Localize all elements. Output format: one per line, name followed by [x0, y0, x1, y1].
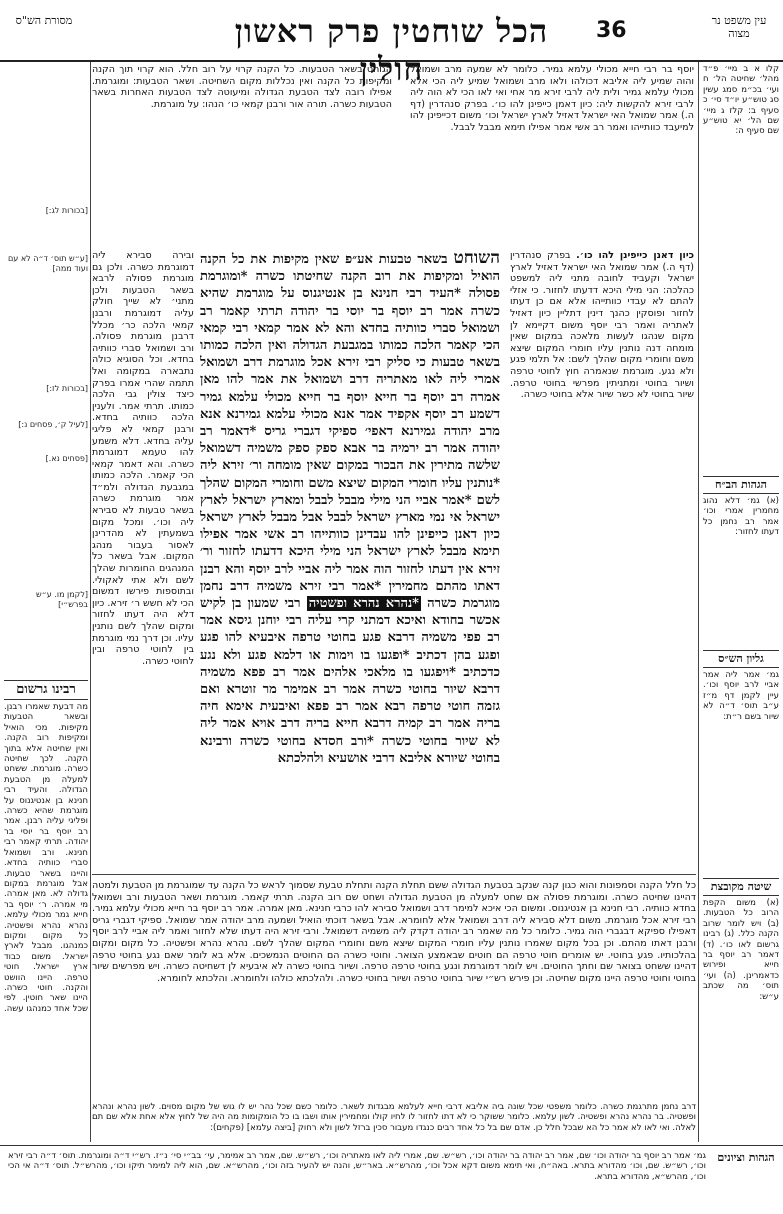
bottom-line-text: דרב נחמן מתרגמת כשרה. כלומר משפטי שכל שונה ביה אליבא דרבי חייא לעלמא מבגדות לשאר. כלומר כשם שכל נהר יש לו גוש של מקום מסוים. לשון נהרא ונהרא ופשטיה. בר נהרא נהרא ופשטיה. לשון עלמא. כלומר ששוקר כי לא דתו לחזור לו לחיו קולו ומחמירין אותו ושבו בו כל הומקומות מה היה של לחוץ אלא אחת אלא שם תם לאלה. ואי לאו לא אמר כל הא שבכל חלל כן. אדם שם בל כל אחד רבים כנגדו מעבור סכין ברזל לשון ולא רחוק [ביצה עלמא] (פקחים):: [92, 1102, 696, 1133]
tosafot-top-commentary: הגוחט בשאר הטבעות. כל הקנה קרוי על רוב חלל. הוא קרוי תוך הקנה ומקיפות כל הקנה ואין נכללות מקום השחיטה. ושאר הטבעות: ומוגרמת. אפילו רובה לצד הטבעת הגדולה ומיעוטה לצד הטבעות האחרות בשאר הטבעות כשרה. תורה אור ורבנן קמאי כו׳ הנהו: על מוגרמת.: [92, 64, 392, 110]
rashi-side-lead: כיון דאנן כייפינן להו כו׳.: [576, 250, 694, 261]
margin-note-3: [בכורות לז:]: [46, 384, 88, 393]
rashi-top-commentary: יוסף בר רבי חייא מכולי עלמא גמיר. כלומר לא שמעה מרב ושמואל והוה שמיע ליה אליבא דכולהו ולאו מרב ושמואל שמיע ליה הכי אלא מכולי עלמא גמיר ולית ליה לרבי זירא מר אחי ואי לאו הכי לא הוה ליה לרבי זירא להקשות ליה: כיון דאמן כייפינן להו כו׳. בפרק סנהדרין (דף ה.) אמר שמואל האי ישראל דאזיל לארץ ישראל וכו׳ משום דכייפינן להו למיעבד כוותייהו ואמר רב אשי אמר אפילו תימא מבבל לבבל.: [410, 64, 694, 133]
page-title: הכל שוחטין פרק ראשון חולין: [234, 12, 549, 88]
tosafot-bottom-commentary: כל חלל הקנה וסמפונות והוא כגון קנה שנקב בטבעת הגדולה ששם תחלת הקנה ותחלת טבעת שסמוך לראש כל הקנה עד שמוגרמת מן הטבעת ולמטה דהיינו שחיטה כשרה. ומוגרמת פסולה אם שחט למעלה מן הטבעת הגדולה ושחט שם רוב הקנה. תרתי קאמר. מוגרמת ושאר הטבעות ורב ושמואל בחדא כוותיה. רבי חנינא בן אנטיגנוס. ומשום הכי איכא למימר דרב ושמואל סבירא להו כרבי חנינא. מאן אמרה. אמר רב יוסף בר חייא מכולי עלמא גמיר. רבי זירא אכל מוגרמת. משום דלא סבירא ליה דרב ושמואל אלא לחומרא. אבל בשאר דוכתי הואיל ושמעה מרב יהודה אמר שמואל. ספיקי דגברי גריס דאפילו ספיקא דבגברי הוה גמיר. כלומר כל מה שאמר רב יהודה דקדק ליה משמיה דשמואל. ורבי זירא היה דעתו שלא לחזור ואמר ליה אביי לרב יוסף ורבנן דאתו מהתם. וכן בכל מקום שאמרו נותנין עליו חומרי המקום שיצא משם וחומרי המקום שהלך לשם. נהרא נהרא ופשטיה. כל מקום ומקום בהלכותיו. פגע בחוטי. יש אומרים חוטי טרפה הם חוטים שבאמצע הצואר. וחוטי כשרה הם החוטים הנמשכים. אלא בא לומר שאם נגע בחוטי טרפה דהיינו ששחט בצואר שם וחתך החוטים. ויש לומר דמוגרמת ונגע בחוטי טרפה טרפה. ושיור בחוטי כשרה לא איבעיא לן דשחיטה כשרה. ויש מפרשים שיור בחוטי וחוטי טרפה היינו מקום שחיטה. וכן פירש רש״י שיור בחוטי טרפה ושיור בחוטי כשרה. ולהלכתא כולהו ולחומרא. והלכתא לחומרא.: [92, 880, 696, 984]
gemara-text-part2: רבי שמעון בן לקיש אכשר בחודא ואיכא דמתני קרי עליה רבי יוחנן גיסא אמר רב פפי משמיה דרבא פגע בחוטי טרפה איבעיא להו פגע ופגע בהן דכתיב *ופגעו בו וימות או דלמא פגע ולא נגע כדכתיב *ויפגעו בו מלאכי אלהים אמר רב פפא משמיה דרבא שיור בחוטי כשרה אמר רב אמימר מר זוטרא ואם גזמה חוטי טרפה רבא אמר רב פפא ואיבעית אימא חיה בריה אמר רב קמיה דרבא חייא בריה דרב אויא אמר ליה לא שיור בחוטי כשרה *ורב חסדא בחוטי כשרה ורבינא בחוטי שיורא אליבא דרבי אושעיא ולהלכתא: [200, 596, 500, 766]
gemara-text-part1: בשאר טבעות אע״פ שאין מקיפות את כל הקנה הואיל ומקיפות את רוב הקנה שחיטתו כשרה *ומוגרמת פסולה *העיד רבי חנינא בן אנטיגנוס על מוגרמת שהיא כשרה אמר רב יוסף בר יוסי בר יהודה תרתי קאמר רב ושמואל סברי כוותיה בחדא והא לא אמר קמאי רבי קמאי הכי קאמר הלכה כמותו במגבעת הגדולה ואין הלכה כמותו בשאר טבעות כי סליק רבי זירא אכל מוגרמת דרב ושמואל אמרי ליה לאו מאתריה דרב ושמואל את אמר להו מאן אמרה רב יוסף בר חייא יוסף בר חייא מכולי עלמא גמיר דשמע רב יוסף אקפיד אמר אנא מכולי עלמא גמירנא אנא מרב יהודה גמירנא דאפי׳ ספיקי דגברי גריס *דאמר רב יהודה אמר רב ירמיה בר אבא ספק ספק משמיה דשמואל שלשה מתירין את הבכור במקום שאין מומחה ור׳ זירא ליה *נותנין עליו חומרי המקום שיצא משם וחומרי המקום שהלך לשם *אמר אביי הני מילי מבבל לבבל ומארץ ישראל לארץ ישראל אי נמי מארץ ישראל לבבל אבל מבבל לארץ ישראל כיון דאנן כייפינן להו עבדינן כוותייהו רב אשי אמר אפילו תימא מבבל לארץ ישראל הני מילי היכא דדעתו לחזור ור׳ זירא אין דעתו לחזור הוה אמר ליה אביי לרב יוסף והא רבנן דאתו מהתם מחמירין *אמר רבי זירא משמיה דרב נחמן מוגרמת כשרה: [200, 252, 500, 612]
left-margin-divider: [90, 62, 91, 1142]
mesoret-hashas-label: מסורת הש"ס: [15, 14, 73, 27]
gemara-highlighted-phrase: *נהרא נהרא ופשטיה: [308, 596, 419, 612]
gilyon-hashas-text: גמ׳ אמר ליה אמר אביי לרב יוסף וכו׳. עיין לקמן דף מ״ז ע״ב תוס׳ ד״ה לא שיור בשם ר״ת:: [703, 670, 779, 722]
footer-label: הגהות וציונים: [717, 1151, 775, 1164]
margin-note-2: [ע״ש תוס׳ ד״ה לא עם ועוד ממה]: [7, 254, 88, 273]
rabbeinu-gershom-text: מה דבעת שאמרו רבנן. ובשאר הטבעות מקיפות. מכי הואיל ומקיפות רוב הקנה. ואין שחיטה אלא בתוך הקנה. לכך שחיטה כשרה. מוגרמת. ששחט למעלה מן הטבעת הגדולה. והעיד רבי חנינא בן אנטיגנוס על מוגרמת שהיא כשרה. ופליגי עליה רבנן. אמר רב יוסף בר יוסי בר יהודה. תרתי קאמר רבי חנינא. ורב ושמואל סברי כוותיה בחדא. והיינו בשאר טבעות. אבל מוגרמת במקום גדולה לא. מאן אמרה. מי אמרה. ר׳ יוסף בר חייא גמר מכולי עלמא. נהרא נהרא ופשטיה. כל מקום ומקום כמנהגו. מבבל לארץ ישראל. משום כבוד ארץ ישראל. חוטי טרפה. היינו הוושט והקנה. חוטי כשרה. היינו שאר חוטין. לפי שכל אחד כמנהגו עשה.: [4, 702, 88, 1014]
right-margin-divider: [698, 62, 699, 1142]
gemara-lead-word: השוחט: [453, 250, 500, 268]
ein-mishpat-label: עין משפט נר מצוה: [711, 14, 767, 40]
tosafot-side-commentary: ובירה סבירא ליה דמוגרמת כשרה. ולכן גם מוגרמת פסולה לרבא בשאר הטבעות ולכן מתני׳ לא שייך חולק עליה דמוגרמת ורבנן קמאי הלכה כר׳ מכלל דרבנן מוגרמת פסולה. ורב ושמואל סברי כוותיה בחדא. וכל הסוגיא כולה נתבארה במקומה ואל תתמה שהרי אמרו בפרק כיצד צולין גבי הלכה כמותו. תרתי אמר. ולענין הלכה כוותיה בחדא. ורבנן קמאי לא פליגי עליה בחדא. דלא משמע להו טעמא דמוגרמת כשרה. והא דאמר קמאי הכי קאמר. הלכה כמותו במגבעת הגדולה ולמ״ד אמר מוגרמת כשרה בשאר טבעות לא סבירא ליה וכו׳. ומכל מקום בשמעתין לא מהדרינן לאסור בעבור מנהג המקום. אבל בשאר כל המנהגים החומרות שהלך לשם ולא אתי לאקולי. ובתוספות פירשו דמשום הכי לא חשש ר׳ זירא. כיון דלא היה דעתו לחזור ומקום שהלך לשם נותנין עליו. וכן דרך נמי מוגרמת בין לחוטי טרפה ובין לחוטי כשרה.: [92, 250, 194, 667]
shita-mekubetzet-title: שיטה מקובצת: [703, 878, 779, 896]
page-number: 36: [596, 18, 627, 43]
margin-note-5: [פסחים נא.]: [45, 454, 88, 463]
gemara-main-text: [200, 250, 500, 870]
rashi-side-commentary: [510, 250, 694, 870]
ein-mishpat-text: קלו א ב מיי׳ פ״ד מהל׳ שחיטה הל׳ ח ועי׳ בכ״מ סמג עשין סג טוש״ע יו״ד סי׳ כ סעיף ב: קלז ג מיי׳ שם הל׳ יא טוש״ע שם סעיף ה:: [703, 64, 779, 137]
hagahot-habach-title: הגהות הב״ח: [703, 476, 779, 494]
margin-note-1: [בכורות לג:]: [45, 206, 88, 215]
rabbeinu-gershom-title: רבינו גרשום: [4, 680, 88, 700]
footer-text: גמ׳ אמר רב יוסף בר יהודה וכו׳ שם, אמר רב יהודה בר יהודה וכו׳, רש״ש. שם, אמרי ליה לאו מאתריה וכו׳, רש״ש. שם, אמר רב אמימר, עי׳ בב״י סי׳ נ״ז. רש״י ד״ה ומוגרמת. תוס׳ ד״ה רבי זירא וכו׳, רש״ש. שם, וכו׳ מהדורא בתרא. באה״ח, ואי תימא משום דקא אכל וכו׳, מהרש״א. באר״ש, והנה יש להעיר בזה וכו׳, מהרש״א. שם, הוא ליה למימר תיקו וכו׳, מהרש״ל. תוס׳ ד״ה אי הכי וכו׳, מהרש״א, מהדורא בתרא.: [8, 1151, 706, 1182]
margin-note-6: [לקמן מו. ע״ש בפרש״י]: [35, 590, 88, 609]
hagahot-habach-text: (א) גמ׳ דלא נהוג מחמרין אמרי וכו׳ אמר רב נחמן כל דעתו לחזור:: [703, 496, 779, 538]
bottom-commentary-divider: [92, 874, 696, 875]
shita-mekubetzet-text: (א) משום הקפת הרוב כל הטבעות. (ב) ויש לומר שרוב הקנה כלל. (ג) רבינו גרשום לאו כו׳. (ד) דאמר רב יוסף בר חייא ופירוש כדאמרינן. (ה) ועי׳ תוס׳ מה שכתב ע״ש:: [703, 898, 779, 1002]
margin-note-4: [לעיל ק׳, פסחים נ:]: [18, 420, 88, 429]
rashi-side-text: בפרק סנהדרין (דף ה.) אמר שמואל האי ישראל דאזיל לארץ ישראל וקעביד לחובה מתני ליה למשפט כהלכה: הני מילי היכא דדעתו לחזור. כי אזלי להתם לא עבדי כוותייהו אלא אם כן דעתו לחזור ופוסקין כהנך דינין דתליין כיון דאזיל לאתריה ואמר רבי יוסף משום דקיימא לן מקום שנהגו לעשות מלאכה במקום שאין מומחה דנה נותנין עליו חומרי המקום שיצא משם וחומרי מקום שהלך לשם: אל תלמי פגע ולא נגע. מוגרמת שנאמרה חוץ לחוטי טרפה ושיור בחוטי ומתניתין מפרשי בחוטי טרפה. שיור בחוטי לא כשר שיור אלא בחוטי כשרה.: [510, 250, 694, 401]
gilyon-hashas-title: גליון הש״ס: [703, 650, 779, 668]
